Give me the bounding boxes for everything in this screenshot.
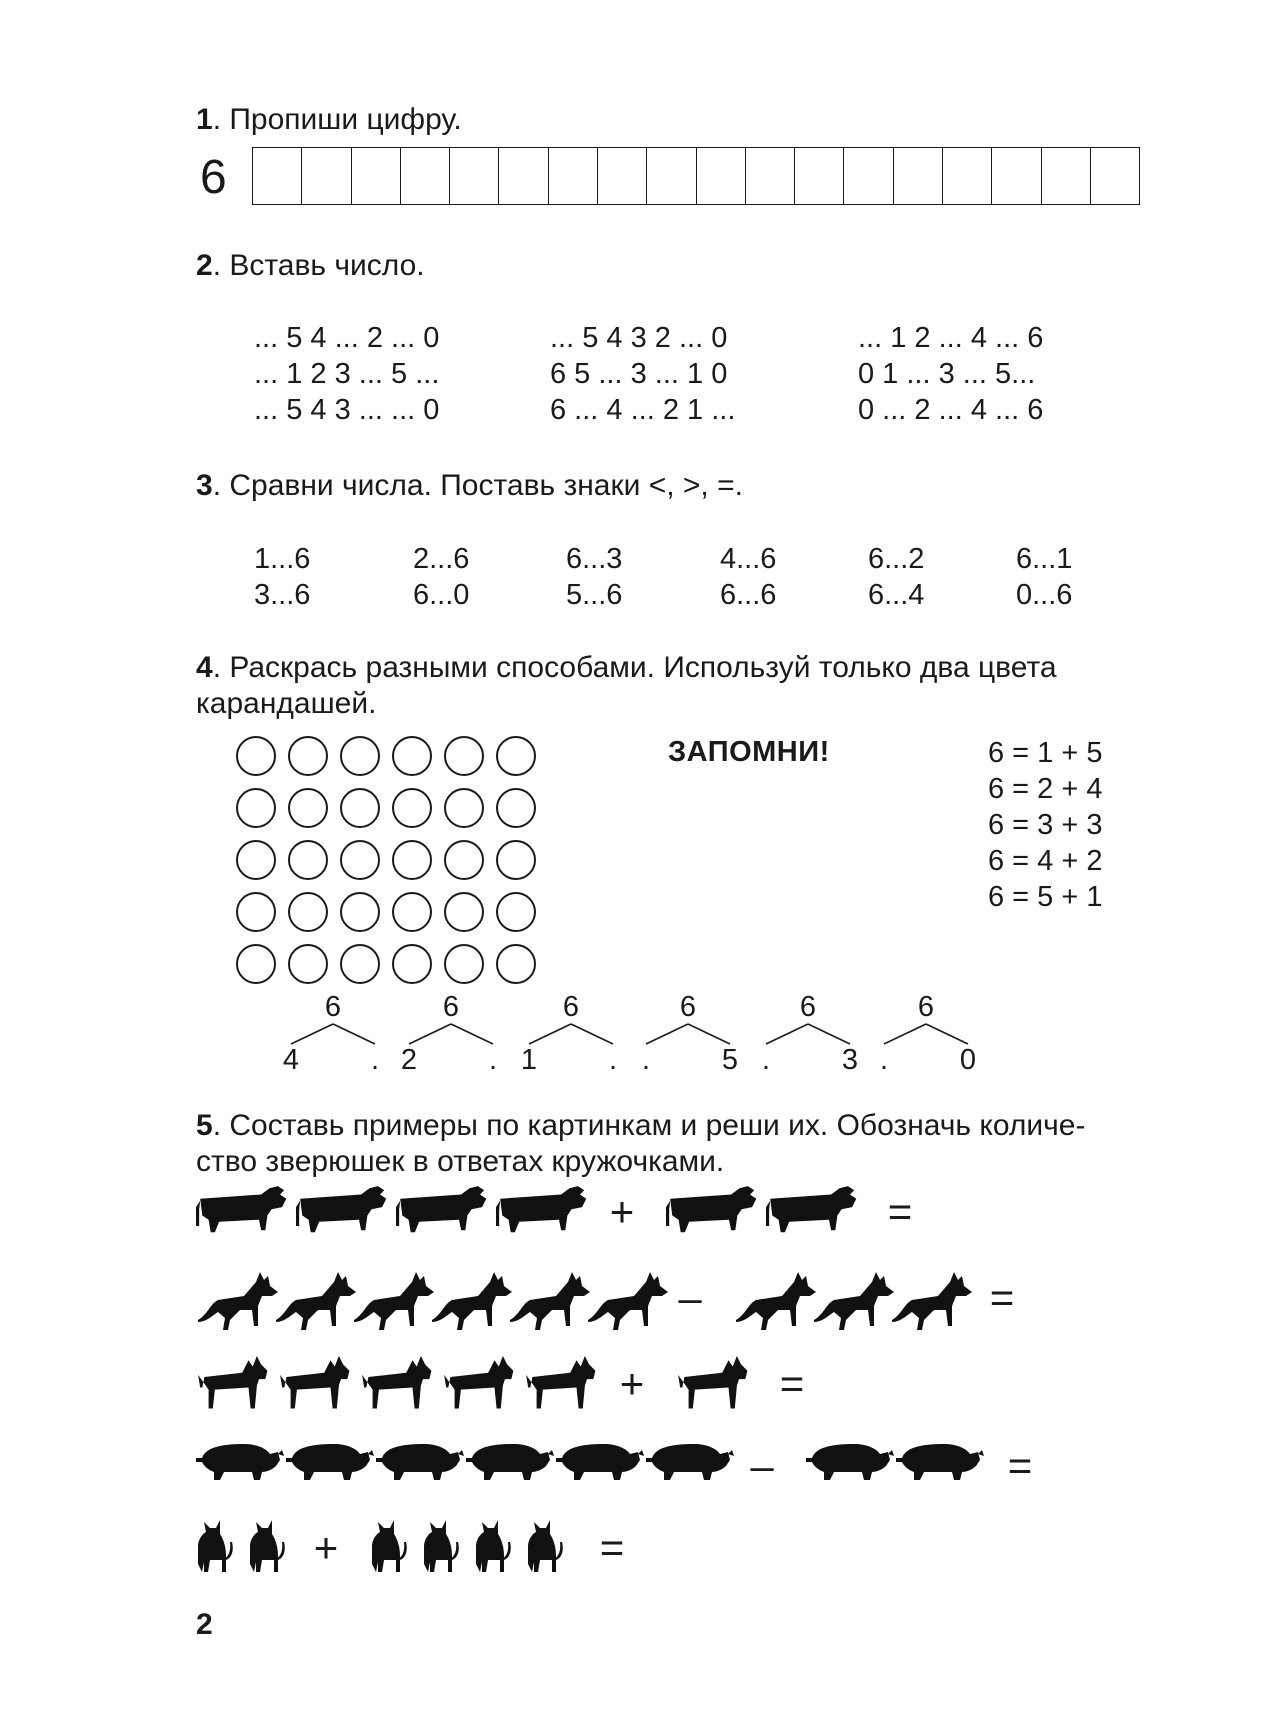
compare-item[interactable]: 6...1 <box>1016 543 1073 575</box>
pig-icon <box>806 1444 894 1480</box>
bond-left-part[interactable]: 4 <box>282 1044 300 1076</box>
identity-line: 6 = 4 + 2 <box>988 845 1103 877</box>
task4-title-line2: карандашей. <box>196 687 377 720</box>
sequence-line[interactable]: 6 5 ... 3 ... 1 0 <box>550 358 728 390</box>
answer-area[interactable] <box>1048 1442 1049 1443</box>
sequence-line[interactable]: 0 ... 2 ... 4 ... 6 <box>858 394 1044 426</box>
sequence-line[interactable]: ... 5 4 3 2 ... 0 <box>550 322 728 354</box>
bond-right-part[interactable]: . <box>370 1044 380 1076</box>
answer-area[interactable] <box>640 1524 641 1525</box>
cow-icon <box>496 1186 586 1232</box>
compare-item[interactable]: 4...6 <box>720 543 777 575</box>
answer-area[interactable] <box>1030 1274 1031 1275</box>
task2-text: . Вставь число. <box>212 249 425 282</box>
dog-icon <box>432 1272 512 1330</box>
cat-icon <box>476 1520 511 1572</box>
task3-text: . Сравни числа. Поставь знаки <, >, =. <box>212 469 743 502</box>
cat-icon <box>372 1520 407 1572</box>
bond-total: 6 <box>917 991 935 1023</box>
sequence-line[interactable]: 0 1 ... 3 ... 5... <box>858 358 1036 390</box>
operator-sign: + <box>313 1524 339 1571</box>
pig-icon <box>466 1444 554 1480</box>
bond-left-part[interactable]: . <box>641 1044 651 1076</box>
task1-sample-digit: 6 <box>200 151 227 204</box>
equals-sign: = <box>887 1188 913 1235</box>
bond-total: 6 <box>324 991 342 1023</box>
equals-sign: = <box>599 1524 625 1571</box>
equals-sign: = <box>1007 1442 1033 1489</box>
identity-line: 6 = 1 + 5 <box>988 737 1103 769</box>
sequence-line[interactable]: ... 5 4 ... 2 ... 0 <box>254 322 440 354</box>
dog-icon <box>736 1272 816 1330</box>
dog-icon <box>198 1272 278 1330</box>
page-number: 2 <box>196 1608 213 1641</box>
bond-total: 6 <box>562 991 580 1023</box>
task4-number: 4 <box>196 651 213 684</box>
task1-number: 1 <box>196 103 213 136</box>
bond-left-part[interactable]: 2 <box>400 1044 418 1076</box>
operator-sign: – <box>678 1274 702 1321</box>
compare-item[interactable]: 5...6 <box>566 579 623 611</box>
donkey-icon <box>198 1356 267 1409</box>
bond-right-part[interactable]: . <box>608 1044 618 1076</box>
operator-sign: + <box>619 1360 645 1407</box>
equals-sign: = <box>779 1360 805 1407</box>
bond-total: 6 <box>442 991 460 1023</box>
task5-title-line2: ство зверюшек в ответах кружочками. <box>196 1145 725 1178</box>
task2-number: 2 <box>196 249 213 282</box>
compare-item[interactable]: 6...4 <box>868 579 925 611</box>
operator-sign: + <box>609 1188 635 1235</box>
sequence-line[interactable]: ... 5 4 3 ... ... 0 <box>254 394 440 426</box>
task4-text-line1: . Раскрась разными способами. Используй только два цвета <box>212 651 1057 684</box>
pig-icon <box>896 1444 984 1480</box>
remember-label: ЗАПОМНИ! <box>668 736 830 768</box>
compare-item[interactable]: 0...6 <box>1016 579 1073 611</box>
bond-left-part[interactable]: . <box>879 1044 889 1076</box>
pig-icon <box>376 1444 464 1480</box>
donkey-icon <box>362 1356 431 1409</box>
donkey-icon <box>678 1356 747 1409</box>
bond-right-part[interactable]: . <box>488 1044 498 1076</box>
cat-icon <box>424 1520 459 1572</box>
dog-icon <box>892 1272 972 1330</box>
donkey-icon <box>444 1356 513 1409</box>
task1-text: . Пропиши цифру. <box>212 103 462 136</box>
operator-sign: – <box>750 1442 774 1489</box>
cow-icon <box>666 1186 756 1232</box>
pig-icon <box>646 1444 734 1480</box>
cow-icon <box>396 1186 486 1232</box>
dog-icon <box>510 1272 590 1330</box>
pig-icon <box>286 1444 374 1480</box>
compare-item[interactable]: 2...6 <box>413 543 470 575</box>
compare-item[interactable]: 6...2 <box>868 543 925 575</box>
identity-line: 6 = 2 + 4 <box>988 773 1103 805</box>
compare-item[interactable]: 1...6 <box>254 543 311 575</box>
task5-number: 5 <box>196 1109 213 1142</box>
dog-icon <box>814 1272 894 1330</box>
identity-line: 6 = 3 + 3 <box>988 809 1103 841</box>
identity-line: 6 = 5 + 1 <box>988 881 1103 913</box>
cat-icon <box>528 1520 563 1572</box>
dog-icon <box>276 1272 356 1330</box>
bond-right-part[interactable]: 0 <box>959 1044 977 1076</box>
sequence-line[interactable]: 6 ... 4 ... 2 1 ... <box>550 394 736 426</box>
bond-left-part[interactable]: 1 <box>520 1044 538 1076</box>
bond-total: 6 <box>799 991 817 1023</box>
dog-icon <box>354 1272 434 1330</box>
compare-item[interactable]: 3...6 <box>254 579 311 611</box>
answer-area[interactable] <box>928 1188 929 1189</box>
dog-icon <box>588 1272 668 1330</box>
bond-right-part[interactable]: 5 <box>721 1044 739 1076</box>
answer-area[interactable] <box>820 1360 821 1361</box>
sequence-line[interactable]: ... 1 2 ... 4 ... 6 <box>858 322 1044 354</box>
bond-total: 6 <box>679 991 697 1023</box>
bond-right-part[interactable]: 3 <box>841 1044 859 1076</box>
donkey-icon <box>280 1356 349 1409</box>
task3-number: 3 <box>196 469 213 502</box>
compare-item[interactable]: 6...0 <box>413 579 470 611</box>
compare-item[interactable]: 6...3 <box>566 543 623 575</box>
bond-left-part[interactable]: . <box>761 1044 771 1076</box>
compare-item[interactable]: 6...6 <box>720 579 777 611</box>
pig-icon <box>196 1444 284 1480</box>
cow-icon <box>766 1186 856 1232</box>
equals-sign: = <box>989 1274 1015 1321</box>
cow-icon <box>196 1186 286 1232</box>
donkey-icon <box>526 1356 595 1409</box>
cat-icon <box>250 1520 285 1572</box>
sequence-line[interactable]: ... 1 2 3 ... 5 ... <box>254 358 440 390</box>
cow-icon <box>296 1186 386 1232</box>
pig-icon <box>556 1444 644 1480</box>
task5-text-line1: . Составь примеры по картинкам и реши их. Обозначь количе- <box>212 1109 1086 1142</box>
cat-icon <box>198 1520 233 1572</box>
